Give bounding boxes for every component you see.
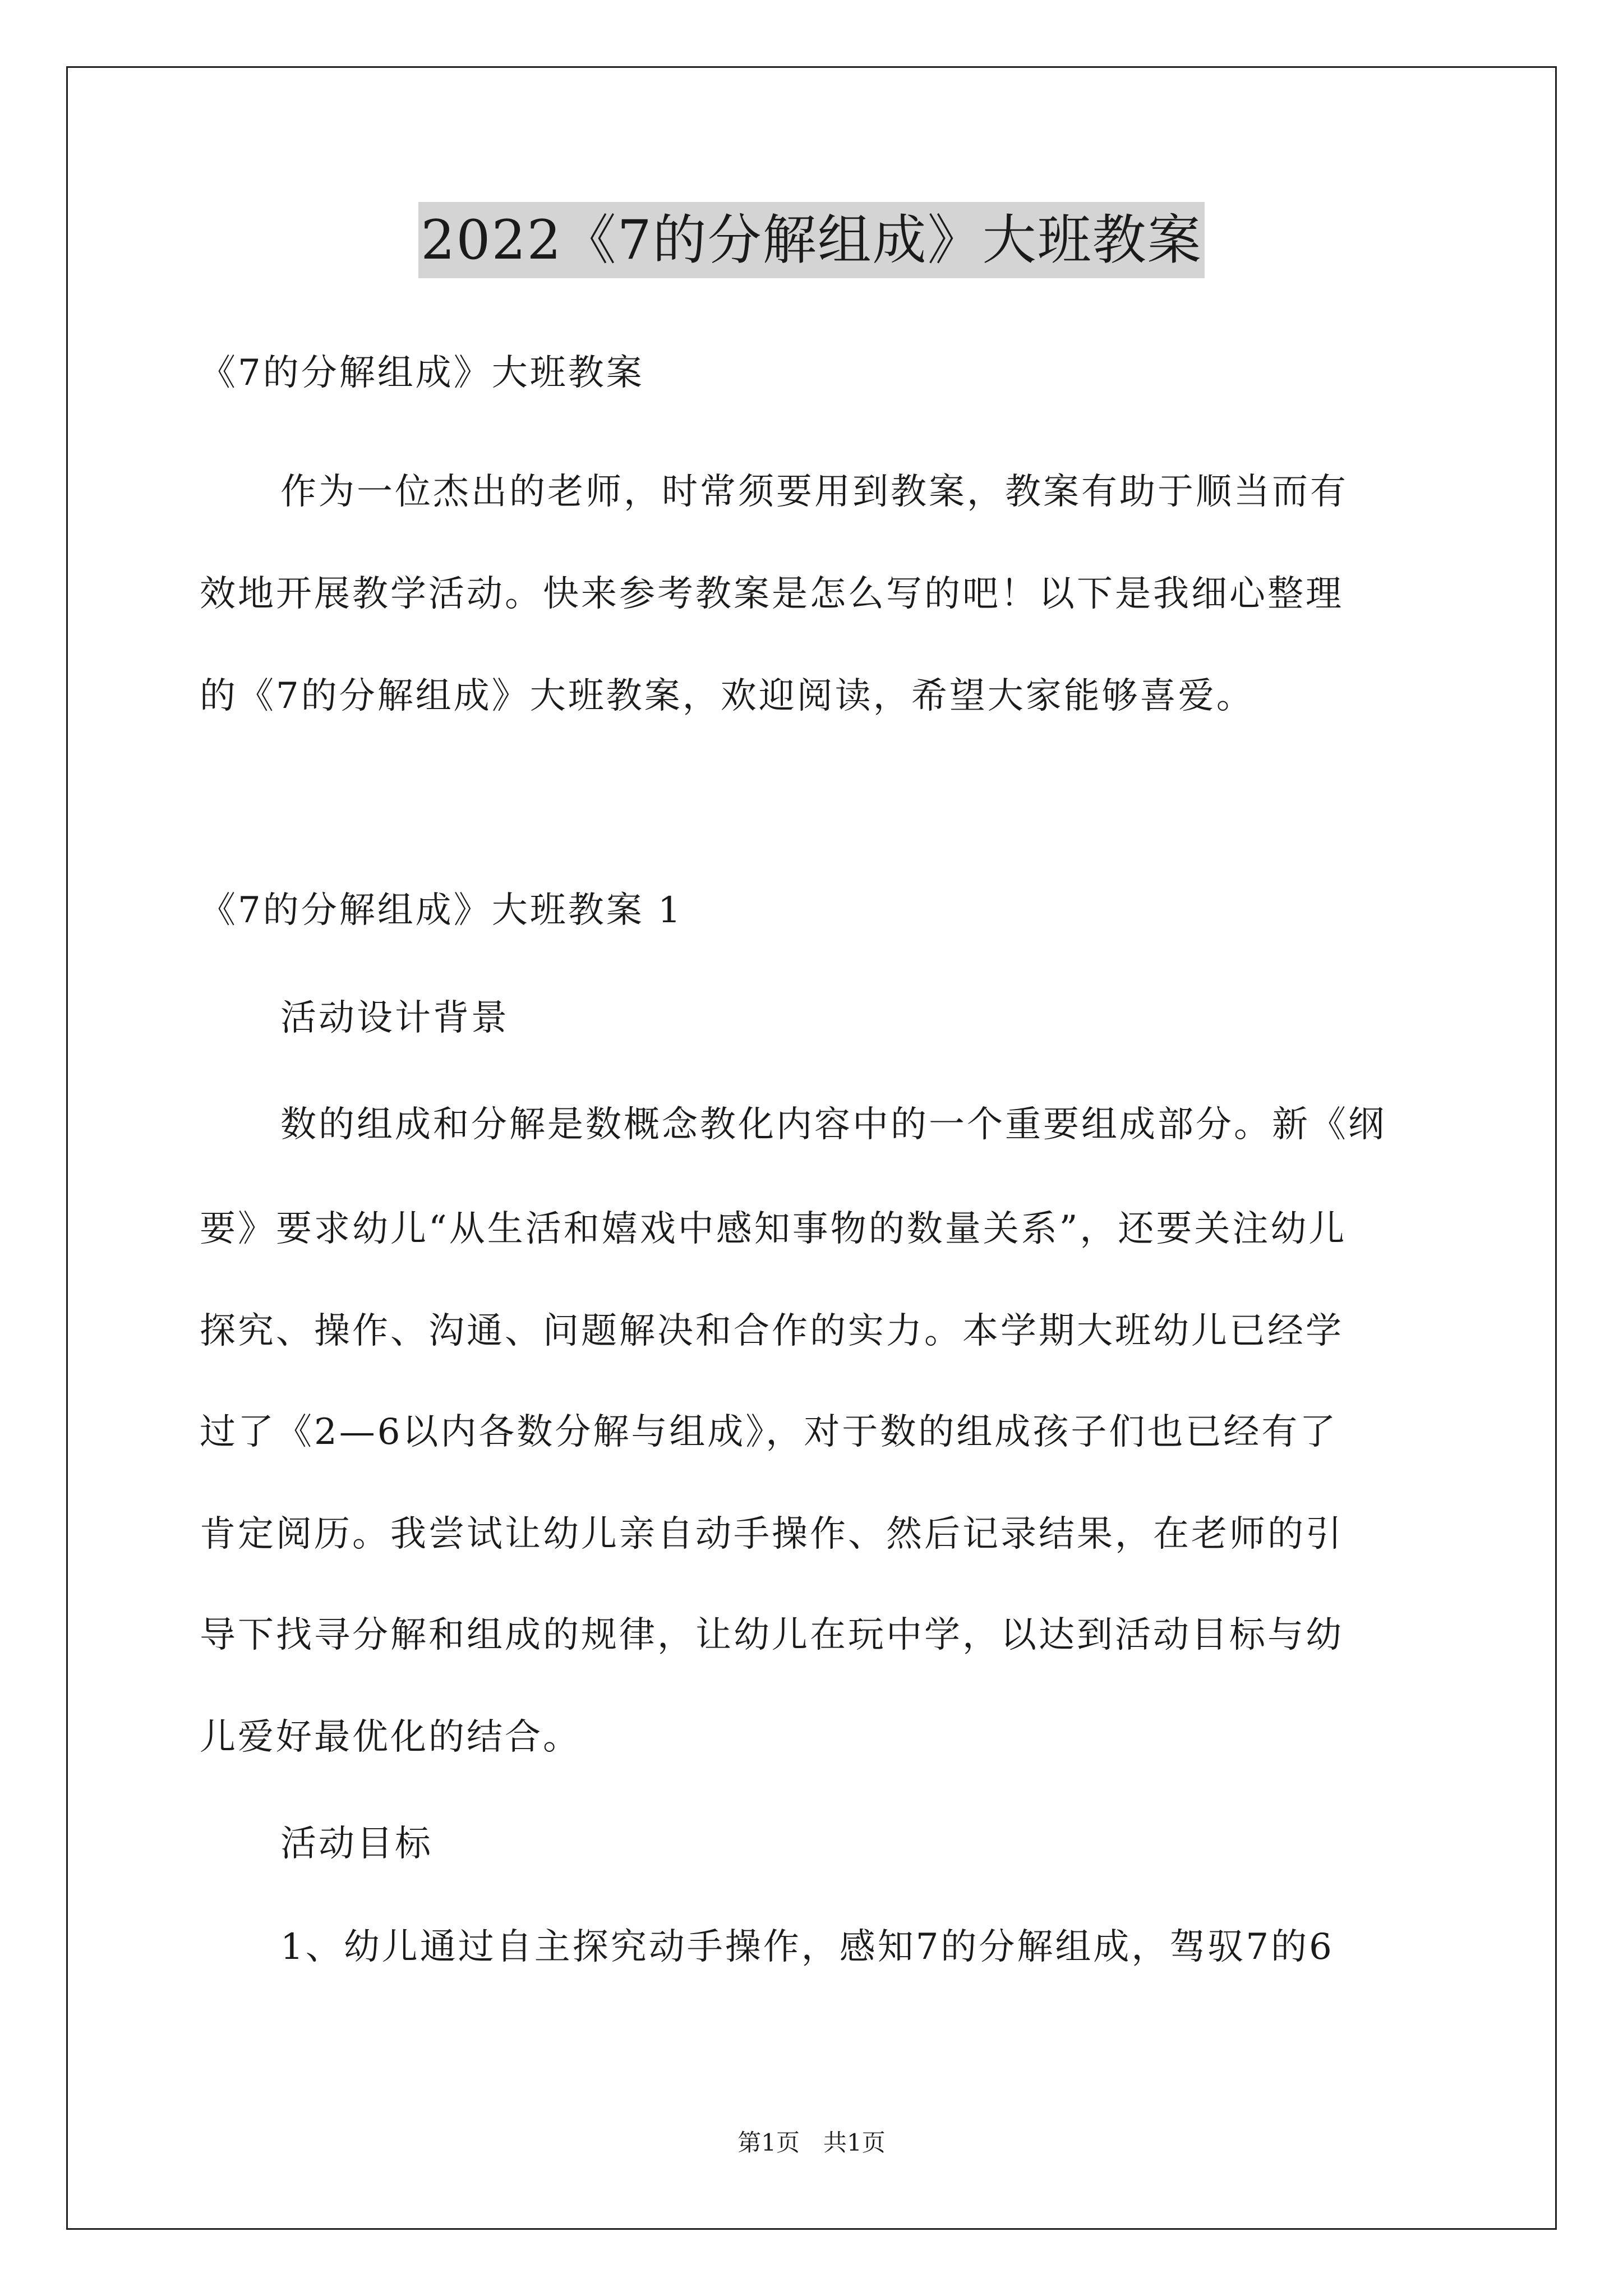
intro-line-3: 的《7的分解组成》大班教案，欢迎阅读，希望大家能够喜爱。 [200,675,1255,717]
intro-line-2: 效地开展教学活动。快来参考教案是怎么写的吧！以下是我细心整理 [200,573,1344,615]
intro-line-1: 作为一位杰出的老师，时常须要用到教案，教案有助于顺当而有 [280,471,1348,513]
goal-line-1: 1、幼儿通过自主探究动手操作，感知7的分解组成，驾驭7的6 [280,1926,1334,1968]
background-line-4: 过了《2—6以内各数分解与组成》，对于数的组成孩子们也已经有了 [200,1411,1338,1453]
background-line-5: 肯定阅历。我尝试让幼儿亲自动手操作、然后记录结果，在老师的引 [200,1513,1344,1555]
background-line-1: 数的组成和分解是数概念教化内容中的一个重要组成部分。新《纲 [280,1104,1386,1145]
background-line-3: 探究、操作、沟通、问题解决和合作的实力。本学期大班幼儿已经学 [200,1310,1344,1352]
background-line-2: 要》要求幼儿“从生活和嬉戏中感知事物的数量关系”，还要关注幼儿 [200,1208,1347,1250]
background-line-6: 导下找寻分解和组成的规律，让幼儿在玩中学，以达到活动目标与幼 [200,1614,1344,1656]
section-heading: 《7的分解组成》大班教案 1 [200,890,683,931]
goals-heading: 活动目标 [280,1823,433,1865]
document-subtitle: 《7的分解组成》大班教案 [200,352,644,394]
document-title: 2022《7的分解组成》大班教案 [418,202,1204,278]
page-footer: 第1页 共1页 [737,2129,886,2156]
background-heading: 活动设计背景 [280,997,509,1039]
background-line-7: 儿爱好最优化的结合。 [200,1717,581,1758]
title-container [0,202,1623,278]
